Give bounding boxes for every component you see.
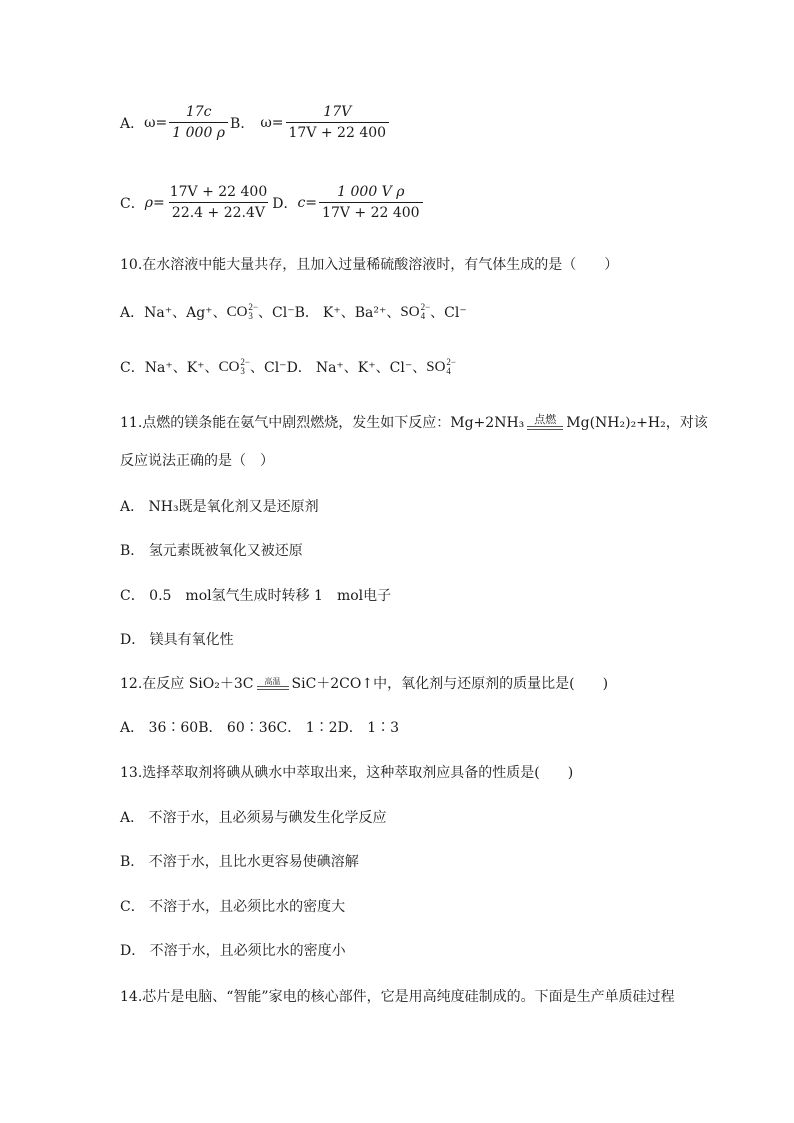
q9-c-prefix: ρ= bbox=[144, 194, 165, 211]
q10-b-cl: 、Cl⁻ bbox=[430, 305, 467, 321]
q10-d-sulfate bbox=[426, 358, 456, 376]
q9-c-label: C． bbox=[120, 195, 145, 212]
sulfate-base: SO bbox=[400, 303, 420, 320]
q11-stem-pre: 11.点燃的镁条能在氨气中剧烈燃烧，发生如下反应：Mg+2NH₃ bbox=[120, 415, 525, 431]
carbonate-base: CO bbox=[226, 303, 248, 320]
q10-c-label: C． bbox=[120, 360, 145, 376]
q11-condition-text: 点燃 bbox=[534, 413, 557, 426]
sulfate-base: SO bbox=[426, 358, 446, 375]
q13-option-a: A． 不溶于水，且必须易与碘发生化学反应 bbox=[120, 810, 387, 826]
q10-d-label: D． bbox=[286, 360, 312, 376]
q9-option-cd bbox=[120, 184, 425, 221]
carbonate-sub: 3 bbox=[248, 311, 253, 321]
q11-option-a: A． NH₃既是氧化剂又是还原剂 bbox=[120, 499, 319, 515]
q10-a-text: Na⁺、Ag⁺、 bbox=[144, 305, 227, 321]
q12-stem bbox=[120, 673, 608, 693]
q10-a-cl: 、Cl⁻ bbox=[258, 305, 295, 321]
q11-option-c: C． 0.5 mol氢气生成时转移 1 mol电子 bbox=[120, 588, 392, 604]
q10-a-label: A． bbox=[120, 305, 145, 321]
q12-stem-pre: 12.在反应 SiO₂＋3C bbox=[120, 676, 254, 692]
q9-b-fraction bbox=[286, 104, 390, 141]
q10-b-label: B． bbox=[294, 305, 319, 321]
q10-stem: 10.在水溶液中能大量共存，且加入过量稀硫酸溶液时，有气体生成的是（ ） bbox=[120, 257, 619, 273]
q9-d-fraction bbox=[319, 184, 423, 221]
q12-options: A． 36∶60B． 60∶36C． 1∶2D． 1∶3 bbox=[120, 720, 400, 736]
q13-option-b: B． 不溶于水，且比水更容易使碘溶解 bbox=[120, 854, 359, 870]
q12-condition bbox=[257, 677, 289, 690]
q12-condition-text: 高温 bbox=[264, 676, 281, 686]
double-equals-sign bbox=[257, 686, 289, 690]
q9-d-numerator: 1 000 V ρ bbox=[337, 184, 405, 200]
q10-option-ab bbox=[120, 302, 467, 322]
double-equals-sign bbox=[527, 426, 563, 430]
q9-c-denominator: 22.4 + 22.4V bbox=[169, 202, 268, 221]
carbonate-charge: 2− bbox=[240, 357, 250, 367]
q10-b-sulfate bbox=[400, 303, 430, 321]
q9-b-denominator: 17V + 22 400 bbox=[286, 122, 390, 141]
q9-a-fraction bbox=[169, 104, 228, 141]
q11-stem-line2: 反应说法正确的是（ ） bbox=[120, 453, 274, 469]
q10-c-cl: 、Cl⁻ bbox=[249, 360, 287, 376]
q9-d-denominator: 17V + 22 400 bbox=[319, 202, 423, 221]
q9-a-label: A． bbox=[120, 115, 145, 132]
q9-c-numerator: 17V + 22 400 bbox=[169, 184, 268, 200]
q11-option-b: B． 氢元素既被氧化又被还原 bbox=[120, 543, 303, 559]
q9-b-prefix: ω= bbox=[260, 114, 284, 131]
carbonate-base: CO bbox=[218, 358, 240, 375]
carbonate-sub: 3 bbox=[240, 366, 245, 376]
q10-option-cd bbox=[120, 357, 456, 377]
q11-option-d: D． 镁具有氧化性 bbox=[120, 632, 234, 648]
q14-stem: 14.芯片是电脑、“智能”家电的核心部件，它是用高纯度硅制成的。下面是生产单质硅过程 bbox=[120, 989, 675, 1005]
q12-stem-post: SiC＋2CO↑中，氧化剂与还原剂的质量比是( ) bbox=[291, 676, 609, 692]
q13-stem: 13.选择萃取剂将碘从碘水中萃取出来，这种萃取剂应具备的性质是( ) bbox=[120, 765, 574, 781]
sulfate-sub: 4 bbox=[446, 366, 451, 376]
q13-option-c: C． 不溶于水，且必须比水的密度大 bbox=[120, 899, 346, 915]
q9-d-label: D． bbox=[272, 195, 298, 212]
sulfate-charge: 2− bbox=[446, 357, 456, 367]
q10-c-carbonate bbox=[219, 358, 250, 376]
q9-a-prefix: ω= bbox=[144, 114, 168, 131]
q10-c-text: Na⁺、K⁺、 bbox=[144, 360, 219, 376]
q11-stem bbox=[120, 412, 708, 432]
q9-a-numerator: 17c bbox=[185, 104, 212, 120]
q9-d-prefix: c= bbox=[297, 194, 318, 211]
q10-b-text: K⁺、Ba²⁺、 bbox=[322, 305, 401, 321]
q9-b-numerator: 17V bbox=[323, 104, 352, 120]
q9-c-fraction bbox=[167, 184, 271, 221]
q9-a-denominator: 1 000 ρ bbox=[169, 122, 228, 141]
q9-b-label: B． bbox=[230, 115, 255, 132]
sulfate-sub: 4 bbox=[420, 311, 426, 321]
q9-option-ab bbox=[120, 104, 391, 141]
q11-condition bbox=[527, 414, 563, 430]
q13-option-d: D． 不溶于水，且必须比水的密度小 bbox=[120, 943, 346, 959]
q10-a-carbonate bbox=[227, 303, 258, 321]
q10-d-text: Na⁺、K⁺、Cl⁻、 bbox=[315, 360, 427, 376]
sulfate-charge: 2− bbox=[420, 302, 431, 312]
q11-stem-post: Mg(NH₂)₂+H₂，对该 bbox=[566, 415, 708, 431]
carbonate-charge: 2− bbox=[248, 302, 258, 312]
